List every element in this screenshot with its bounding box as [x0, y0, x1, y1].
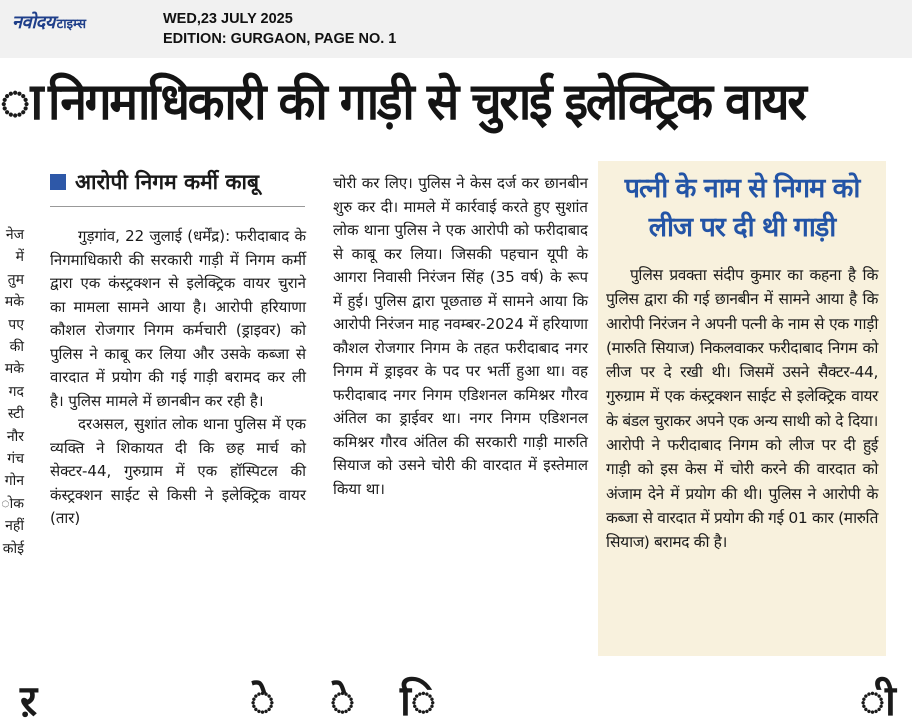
line: पुलिस ने एक आरोपी को फरीदाबाद: [394, 221, 588, 239]
line: सैक्टर-44, गुरुग्राम में एक कंस्ट्रक्शन: [606, 363, 878, 406]
line: वारदात में इस्तेमाल किया था।: [333, 456, 588, 498]
line: सामने आया है कि आरोपी निरंजन ने: [606, 290, 879, 333]
line: मारुति सियाज को उसने चोरी की: [333, 432, 588, 474]
subheadline-text: आरोपी निगम कर्मी काबू: [75, 170, 259, 194]
line: निगम कर्मचारी (ड्राइवर) को पुलिस: [50, 321, 306, 363]
strip-line: स्टी: [7, 406, 24, 423]
line: सियाज) निकलवाकर फरीदाबाद निगम: [651, 338, 858, 357]
line: कर छानबीन शुरु कर दी। मामले में: [333, 174, 588, 216]
line: दरअसल, सुशांत लोक थाना: [78, 415, 229, 433]
line: है कि पुलिस द्वारा की गई छानबीन में: [606, 266, 878, 309]
line: पुलिस ने आरोपी के कब्जा से वारदात में: [606, 484, 879, 527]
line: था। नगर निगम एडिशनल कमिश्नर: [333, 409, 588, 451]
line: सरकारी गाड़ी में निगम कर्मी द्वारा: [50, 250, 306, 292]
strip-line: नौर: [6, 428, 24, 445]
line: वारदात को अंजाम देने में प्रयोग की थी।: [606, 460, 878, 503]
cut-glyph: े: [330, 676, 355, 725]
cut-glyph: े: [250, 676, 275, 725]
sidebar-heading-line: लीज पर दी थी गाड़ी: [648, 212, 836, 243]
line: एक कंस्ट्रक्शन से इलेक्ट्रिक वायर: [80, 274, 271, 292]
line: बरामद कर ली है। पुलिस मामले में: [50, 368, 306, 410]
edition-date: WED,23 JULY 2025: [163, 11, 293, 27]
strip-line: ोक: [1, 495, 24, 512]
paragraph: [50, 413, 306, 531]
line: के पद पर भर्ती हुआ था। वह: [424, 362, 588, 380]
edition-topbar: [0, 0, 912, 58]
strip-line: मके: [4, 361, 24, 378]
paragraph: [333, 172, 588, 501]
line: फरीदाबाद नगर निगम एडिशनल: [333, 385, 508, 404]
line: द्वारा पूछताछ में सामने आया कि: [412, 291, 588, 310]
line: कार्रवाई करते हुए सुशांत लोक थाना: [333, 197, 588, 239]
line: से वारदात में प्रयोग की गई गाड़ी: [50, 344, 306, 386]
line: चुराने का मामला सामने आया है।: [50, 274, 306, 316]
strip-line: पए: [8, 316, 24, 333]
logo-sub-text: टाइम्स: [56, 17, 86, 32]
line: अपनी पत्नी के नाम से एक गाड़ी (मारुति: [606, 314, 879, 357]
newspaper-logo: [12, 10, 86, 34]
article-column-2: [333, 172, 588, 501]
strip-line: गद: [8, 383, 24, 400]
line: अपने एक अन्य साथी को दे दिया। आरोपी: [606, 411, 878, 455]
edition-meta: [163, 9, 396, 49]
next-headline-cut: [0, 676, 912, 725]
line: ने काबू कर लिया और उसके कब्जा: [89, 344, 290, 363]
edition-info: EDITION: GURGAON, PAGE NO. 1: [163, 31, 397, 47]
subheadline-divider: [50, 206, 305, 207]
line: को लीज पर दे रखी थी। जिसमें उसने: [606, 338, 879, 382]
strip-line: गोन: [4, 473, 24, 490]
adjacent-headline-fragment: ा: [0, 73, 44, 132]
line: (35 वर्ष) के रूप में हुई। पुलिस: [333, 268, 588, 310]
paragraph: [606, 263, 878, 555]
line: साईट से इलेक्ट्रिक वायर के बंडल चुराकर: [606, 387, 878, 430]
sidebar-box: [598, 161, 886, 656]
line: यूपी के आगरा निवासी निरंजन सिंह: [333, 244, 588, 286]
strip-line: मके: [4, 294, 24, 311]
article-column-1: [50, 225, 306, 531]
line: आरोपी निरंजन माह नवम्बर-2024: [333, 315, 524, 333]
line: गुड़गांव, 22 जुलाई (धर्मेंद्र):: [78, 227, 231, 245]
line: पुलिस में एक व्यक्ति ने शिकायत दी: [50, 415, 306, 457]
sidebar-heading-line: पत्नी के नाम से निगम को: [624, 173, 860, 204]
line: ने फरीदाबाद निगम को लीज पर दी हुई: [651, 436, 878, 455]
line: में हरियाणा कौशल रोजगार निगम के: [333, 315, 588, 357]
line: बरामद की है।: [653, 533, 727, 552]
strip-line: नेज: [5, 227, 24, 243]
line: पुलिस प्रवक्ता संदीप कुमार का कहना: [630, 266, 842, 284]
strip-line: नहीं: [5, 518, 24, 535]
line: से काबू कर लिया। जिसकी पहचान: [333, 244, 539, 263]
line: में एक हॉस्पिटल की कंस्ट्रक्शन साईट: [50, 462, 306, 504]
square-bullet-icon: [50, 174, 66, 190]
line: कि छह मार्च को सेक्टर-44, गुरुग्राम: [50, 438, 306, 480]
line: फरीदाबाद के निगमाधिकारी की: [50, 227, 306, 269]
article-headline: निगमाधिकारी की गाड़ी से चुराई इलेक्ट्रिक वायर: [48, 73, 805, 132]
sidebar-heading: [598, 169, 886, 247]
cut-glyph: ऱ: [20, 676, 38, 725]
line: चोरी कर लिए। पुलिस ने केस दर्ज: [333, 174, 517, 192]
article-subheadline: [50, 168, 259, 196]
line: आरोपी हरियाणा कौशल रोजगार: [50, 297, 306, 339]
cut-glyph: ि: [400, 676, 436, 725]
line: कमिश्नर गौरव अंतिल का ड्राईवर: [333, 385, 588, 427]
strip-line: तुम: [7, 271, 24, 288]
strip-line: की: [9, 339, 24, 356]
strip-line: कोई: [2, 540, 24, 557]
strip-line: गंच: [7, 451, 24, 468]
line: से किसी ने इलेक्ट्रिक वायर (तार): [50, 485, 306, 527]
sidebar-body: [606, 263, 878, 555]
line: गौरव अंतिल की सरकारी गाड़ी: [380, 432, 548, 451]
line: गाड़ी को इस केस में चोरी करने की: [606, 460, 810, 479]
cut-glyph: ी: [860, 676, 896, 725]
strip-line: में: [15, 249, 24, 266]
line: तहत फरीदाबाद नगर निगम में ड्राइवर: [333, 338, 588, 380]
line: छानबीन कर रही है।: [156, 391, 264, 410]
adjacent-article-strip: [0, 224, 24, 560]
line: प्रयोग की गई 01 कार (मारुति सियाज): [606, 508, 878, 552]
paragraph: [50, 225, 306, 413]
logo-main-text: नवोदय: [12, 12, 55, 33]
